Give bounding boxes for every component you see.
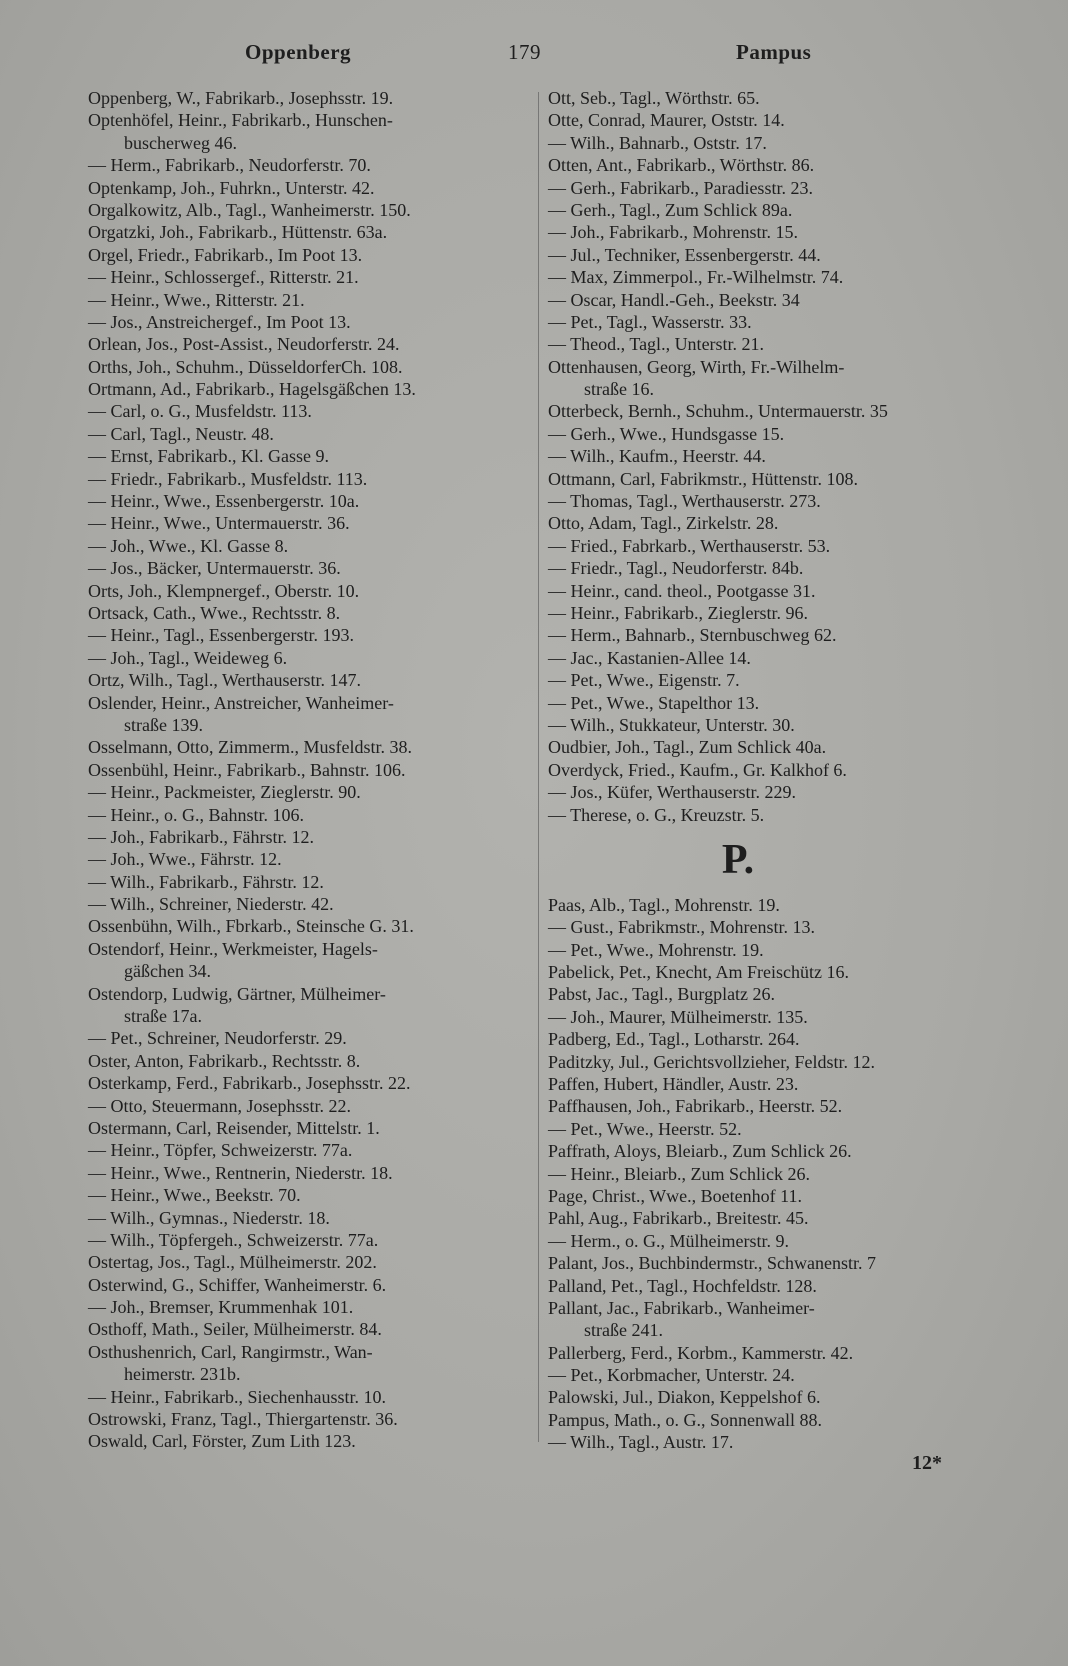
directory-entry: — Heinr., Packmeister, Zieglerstr. 90. [88,782,361,803]
directory-entry: Oudbier, Joh., Tagl., Zum Schlick 40a. [548,737,827,758]
directory-entry: Page, Christ., Wwe., Boetenhof 11. [548,1185,802,1206]
directory-entry: — Jos., Anstreichergef., Im Poot 13. [88,311,351,332]
directory-entry: Ottenhausen, Georg, Wirth, Fr.-Wilhelm- [548,356,845,377]
directory-entry: — Herm., Fabrikarb., Neudorferstr. 70. [88,155,371,176]
directory-entry: — Joh., Fabrikarb., Mohrenstr. 15. [548,222,798,243]
directory-entry: — Heinr., Töpfer, Schweizerstr. 77a. [88,1140,353,1161]
entry-continuation: gäßchen 34. [124,961,211,982]
directory-entry: Pabst, Jac., Tagl., Burgplatz 26. [548,984,776,1005]
directory-entry: Oster, Anton, Fabrikarb., Rechtsstr. 8. [88,1050,361,1071]
directory-entry: Oswald, Carl, Förster, Zum Lith 123. [88,1431,356,1452]
entry-continuation: straße 16. [584,379,654,400]
directory-entry: Ott, Seb., Tagl., Wörthstr. 65. [548,88,760,108]
directory-entry: — Pet., Korbmacher, Unterstr. 24. [548,1365,795,1386]
directory-entry: — Carl, Tagl., Neustr. 48. [88,423,274,444]
directory-entry: — Oscar, Handl.-Geh., Beekstr. 34 [548,289,800,310]
directory-entry: — Pet., Tagl., Wasserstr. 33. [548,311,752,332]
directory-entry: Pabelick, Pet., Knecht, Am Freischütz 16. [548,962,849,983]
directory-entry: Optenkamp, Joh., Fuhrkn., Unterstr. 42. [88,177,375,198]
directory-entry: — Pet., Schreiner, Neudorferstr. 29. [88,1028,347,1049]
entry-continuation: heimerstr. 231b. [124,1364,241,1385]
directory-entry: — Gerh., Fabrikarb., Paradiesstr. 23. [548,177,813,198]
directory-entry: Oppenberg, W., Fabrikarb., Josephsstr. 19. [88,88,394,108]
directory-entry: — Joh., Wwe., Kl. Gasse 8. [88,535,289,556]
directory-entry: — Wilh., Gymnas., Niederstr. 18. [88,1207,330,1228]
directory-entry: Pallerberg, Ferd., Korbm., Kammerstr. 42. [548,1342,854,1363]
directory-entry: — Jac., Kastanien-Allee 14. [548,647,751,668]
directory-entry: — Jos., Küfer, Werthauserstr. 229. [548,782,796,803]
directory-entry: Orgalkowitz, Alb., Tagl., Wanheimerstr. 150. [88,199,411,220]
directory-entry: — Heinr., cand. theol., Pootgasse 31. [548,580,816,601]
directory-entry: — Heinr., Wwe., Essenbergerstr. 10a. [88,491,360,512]
left-column [88,87,508,1453]
directory-entry: — Wilh., Bahnarb., Oststr. 17. [548,132,767,153]
directory-entry: — Friedr., Tagl., Neudorferstr. 84b. [548,558,804,579]
directory-entry: — Wilh., Schreiner, Niederstr. 42. [88,894,334,915]
directory-entry: — Wilh., Kaufm., Heerstr. 44. [548,446,766,467]
directory-entry: — Wilh., Fabrikarb., Fährstr. 12. [88,871,324,892]
directory-entry: — Pet., Wwe., Stapelthor 13. [548,692,760,713]
directory-entry: Orths, Joh., Schuhm., DüsseldorferCh. 108. [88,356,403,377]
directory-entry: Otto, Adam, Tagl., Zirkelstr. 28. [548,513,779,534]
directory-entry: Orgel, Friedr., Fabrikarb., Im Poot 13. [88,244,363,265]
directory-entry: — Herm., Bahnarb., Sternbuschweg 62. [548,625,837,646]
directory-entry: Optenhöfel, Heinr., Fabrikarb., Hunschen- [88,110,393,131]
directory-entry: Paas, Alb., Tagl., Mohrenstr. 19. [548,894,780,915]
right-column [548,87,968,1454]
running-head-first-entry: Oppenberg [245,40,352,64]
directory-entry: — Heinr., Wwe., Beekstr. 70. [88,1185,301,1206]
directory-entry: Orts, Joh., Klempnergef., Oberstr. 10. [88,580,360,601]
directory-entry: — Pet., Wwe., Heerstr. 52. [548,1118,742,1139]
page-number: 179 [508,40,541,64]
entry-continuation: straße 139. [124,714,203,735]
directory-entry: — Joh., Tagl., Weideweg 6. [88,647,288,668]
directory-entry: Palant, Jos., Buchbindermstr., Schwanenstr. 7 [548,1253,876,1274]
directory-entry: — Heinr., Tagl., Essenbergerstr. 193. [88,625,355,646]
directory-entry: — Pet., Wwe., Eigenstr. 7. [548,670,740,691]
directory-entry: Ostertag, Jos., Tagl., Mülheimerstr. 202. [88,1252,377,1273]
directory-entry: Paffrath, Aloys, Bleiarb., Zum Schlick 26. [548,1141,852,1162]
entry-continuation: straße 17a. [124,1006,202,1027]
directory-entry: Osselmann, Otto, Zimmerm., Musfeldstr. 38. [88,737,412,758]
directory-entry: — Wilh., Tagl., Austr. 17. [548,1432,734,1453]
directory-entry: — Heinr., Wwe., Rentnerin, Niederstr. 18. [88,1162,393,1183]
directory-entry: Paffhausen, Joh., Fabrikarb., Heerstr. 52. [548,1096,843,1117]
directory-entry: Pahl, Aug., Fabrikarb., Breitestr. 45. [548,1208,809,1229]
directory-entry: Palland, Pet., Tagl., Hochfeldstr. 128. [548,1275,817,1296]
directory-entry: — Heinr., o. G., Bahnstr. 106. [88,804,304,825]
directory-entry: — Fried., Fabrkarb., Werthauserstr. 53. [548,535,831,556]
directory-entry: Osterwind, G., Schiffer, Wanheimerstr. 6. [88,1274,387,1295]
directory-entry: Ottmann, Carl, Fabrikmstr., Hüttenstr. 108. [548,468,858,489]
directory-entry: Osthushenrich, Carl, Rangirmstr., Wan- [88,1341,373,1362]
directory-entry: — Heinr., Fabrikarb., Zieglerstr. 96. [548,602,808,623]
directory-entry: Oslender, Heinr., Anstreicher, Wanheimer- [88,692,394,713]
directory-entry: — Thomas, Tagl., Werthauserstr. 273. [548,491,821,512]
directory-entry: — Theod., Tagl., Unterstr. 21. [548,334,765,355]
directory-entry: — Heinr., Fabrikarb., Siechenhausstr. 10. [88,1386,386,1407]
directory-entry: — Wilh., Stukkateur, Unterstr. 30. [548,714,795,735]
directory-entry: — Joh., Maurer, Mülheimerstr. 135. [548,1006,808,1027]
directory-entry: Osterkamp, Ferd., Fabrikarb., Josephsstr. 22. [88,1073,411,1094]
directory-entry: Orgatzki, Joh., Fabrikarb., Hüttenstr. 63a. [88,222,388,243]
directory-entry: Otten, Ant., Fabrikarb., Wörthstr. 86. [548,155,815,176]
directory-entry: Ostendorf, Heinr., Werkmeister, Hagels- [88,938,378,959]
directory-entry: Ossenbühn, Wilh., Fbrkarb., Steinsche G. 31. [88,916,414,937]
directory-entry: — Wilh., Töpfergeh., Schweizerstr. 77a. [88,1229,379,1250]
directory-entry: — Jos., Bäcker, Untermauerstr. 36. [88,558,341,579]
directory-entry: — Herm., o. G., Mülheimerstr. 9. [548,1230,789,1251]
directory-entry: Pallant, Jac., Fabrikarb., Wanheimer- [548,1297,815,1318]
directory-entry: — Heinr., Wwe., Untermauerstr. 36. [88,513,350,534]
directory-entry: — Carl, o. G., Musfeldstr. 113. [88,401,312,422]
running-head-last-entry: Pampus [736,40,812,64]
directory-entry: — Ernst, Fabrikarb., Kl. Gasse 9. [88,446,329,467]
directory-entry: — Heinr., Schlossergef., Ritterstr. 21. [88,267,359,288]
directory-entry: Ossenbühl, Heinr., Fabrikarb., Bahnstr. 106. [88,759,406,780]
directory-entry: Ostendorp, Ludwig, Gärtner, Mülheimer- [88,983,386,1004]
directory-entry: Overdyck, Fried., Kaufm., Gr. Kalkhof 6. [548,759,847,780]
directory-entry: — Gerh., Tagl., Zum Schlick 89a. [548,199,793,220]
directory-entry: — Heinr., Wwe., Ritterstr. 21. [88,289,305,310]
entry-continuation: buscherweg 46. [124,132,237,153]
directory-entry: — Gerh., Wwe., Hundsgasse 15. [548,423,785,444]
directory-entry: — Joh., Bremser, Krummenhak 101. [88,1297,354,1318]
directory-entry: Paffen, Hubert, Händler, Austr. 23. [548,1074,799,1095]
directory-entry: Paditzky, Jul., Gerichtsvollzieher, Feldstr. 12. [548,1051,876,1072]
directory-entry: Otterbeck, Bernh., Schuhm., Untermauerstr. 35 [548,401,888,422]
directory-entry: Orlean, Jos., Post-Assist., Neudorferstr. 24. [88,334,400,355]
signature-mark: 12* [912,1452,942,1474]
section-heading: P. [721,836,755,883]
directory-entry: Pampus, Math., o. G., Sonnenwall 88. [548,1409,822,1430]
directory-entry: Osthoff, Math., Seiler, Mülheimerstr. 84. [88,1319,382,1340]
directory-entry: Otte, Conrad, Maurer, Oststr. 14. [548,110,785,131]
directory-entry: — Therese, o. G., Kreuzstr. 5. [548,804,765,825]
directory-entry: Ostrowski, Franz, Tagl., Thiergartenstr. 36. [88,1409,398,1430]
directory-entry: — Gust., Fabrikmstr., Mohrenstr. 13. [548,917,816,938]
directory-entry: — Pet., Wwe., Mohrenstr. 19. [548,939,764,960]
directory-entry: Ortsack, Cath., Wwe., Rechtsstr. 8. [88,602,341,623]
column-divider [538,92,539,1442]
directory-entry: — Jul., Techniker, Essenbergerstr. 44. [548,244,821,265]
directory-entry: Ortz, Wilh., Tagl., Werthauserstr. 147. [88,670,362,691]
directory-entry: — Friedr., Fabrikarb., Musfeldstr. 113. [88,468,368,489]
directory-entry: Palowski, Jul., Diakon, Keppelshof 6. [548,1387,821,1408]
directory-entry: — Heinr., Bleiarb., Zum Schlick 26. [548,1163,810,1184]
directory-entry: — Otto, Steuermann, Josephsstr. 22. [88,1095,351,1116]
directory-entry: Padberg, Ed., Tagl., Lotharstr. 264. [548,1029,800,1050]
directory-entry: Ostermann, Carl, Reisender, Mittelstr. 1. [88,1117,380,1138]
directory-entry: Ortmann, Ad., Fabrikarb., Hagelsgäßchen 13. [88,379,416,400]
directory-entry: — Joh., Wwe., Fährstr. 12. [88,849,282,870]
directory-entry: — Joh., Fabrikarb., Fährstr. 12. [88,826,314,847]
directory-entry: — Max, Zimmerpol., Fr.-Wilhelmstr. 74. [548,267,844,288]
entry-continuation: straße 241. [584,1320,663,1341]
